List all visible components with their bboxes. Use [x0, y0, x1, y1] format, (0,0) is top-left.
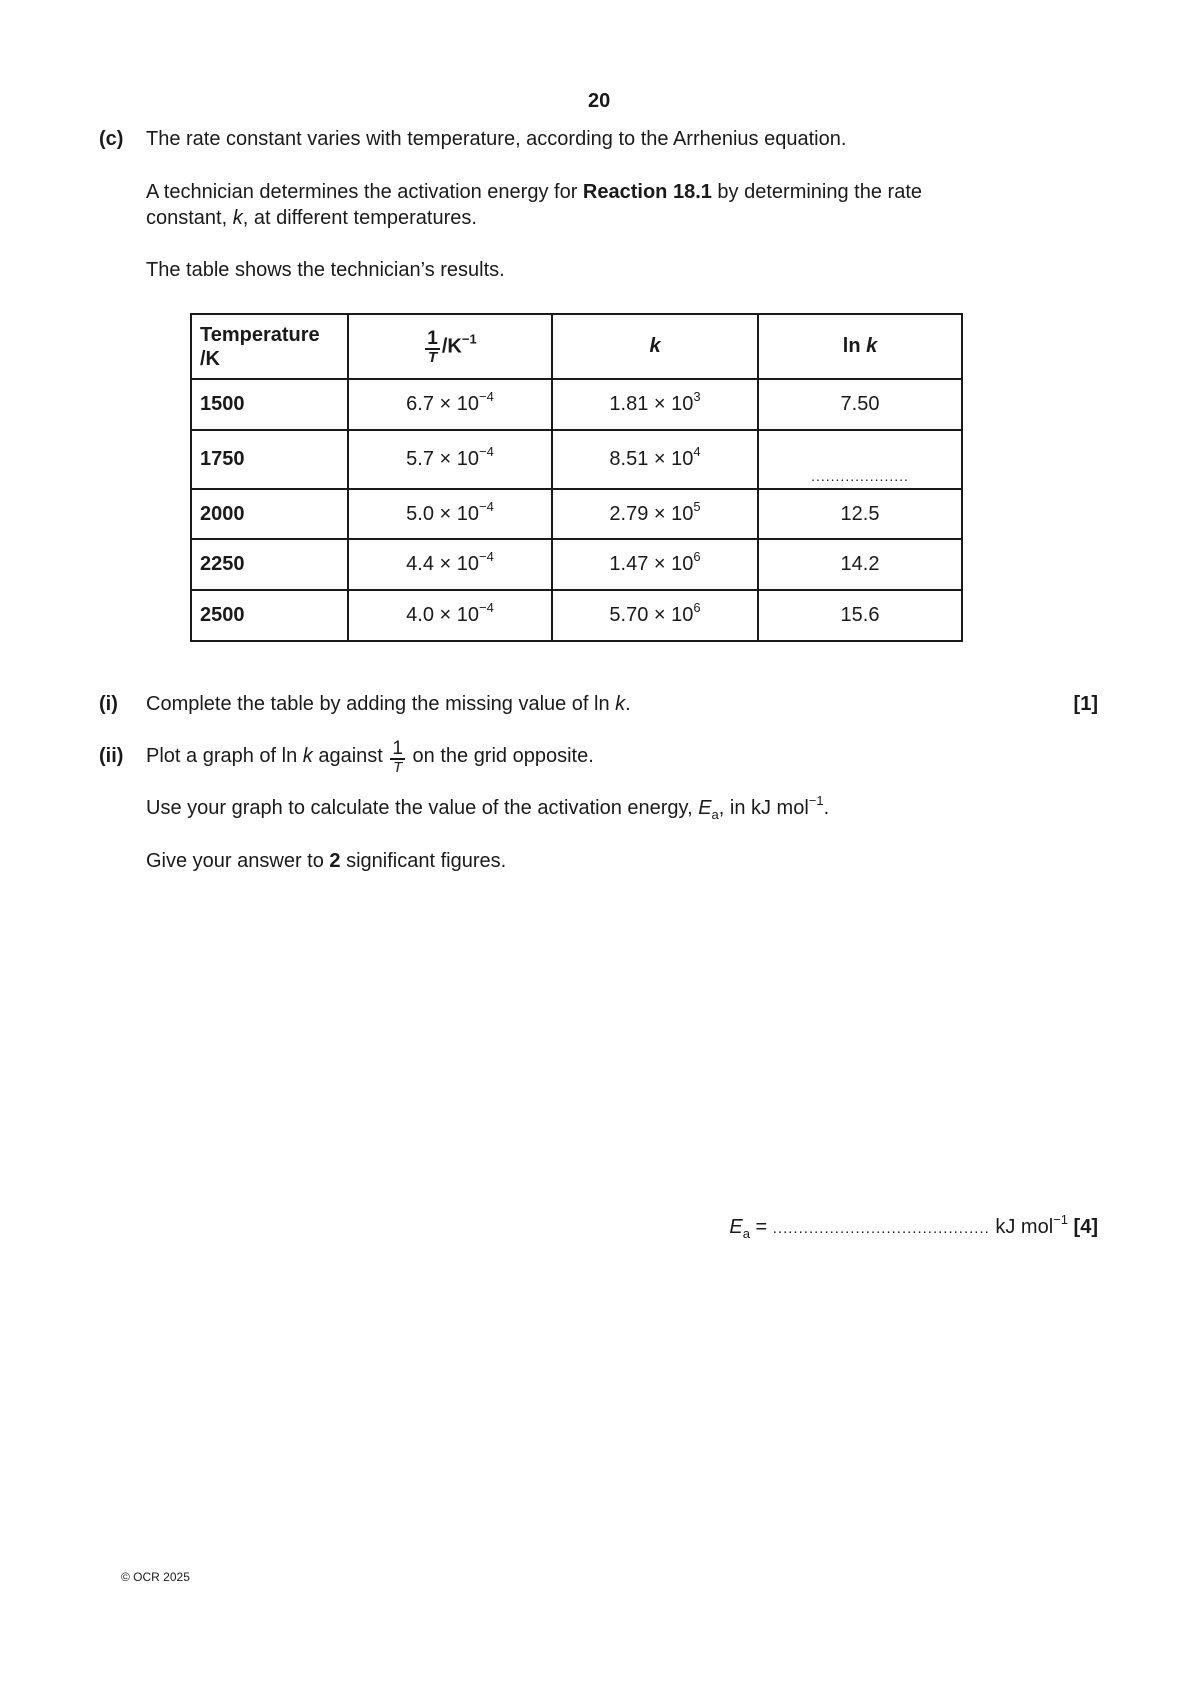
table-header-row: [191, 314, 962, 379]
text: 1.47 × 10: [609, 553, 694, 575]
unit: /K: [441, 334, 462, 357]
cell-inverse-temperature: [348, 489, 552, 539]
k-symbol: k: [232, 207, 243, 229]
part-c-label: (c): [99, 128, 124, 150]
text: Plot a graph of ln: [146, 745, 303, 767]
cell-temperature: 1500: [191, 379, 348, 430]
cell-inverse-temperature: [348, 430, 552, 489]
subscript: a: [742, 1226, 750, 1241]
e-symbol: E: [729, 1216, 743, 1238]
e-symbol: E: [698, 797, 712, 819]
fraction: [425, 329, 440, 365]
text: on the grid opposite.: [406, 745, 594, 767]
numerator: 1: [427, 327, 438, 349]
text: k: [866, 335, 878, 357]
exponent: −1: [1053, 1212, 1068, 1227]
cell-k: [552, 489, 758, 539]
text: 5.7 × 10: [406, 448, 479, 470]
denominator: T: [393, 758, 403, 776]
part-i-text: [146, 693, 631, 716]
denominator: T: [428, 348, 438, 366]
text: /K: [200, 347, 220, 370]
fraction: [390, 739, 405, 775]
text: k: [649, 335, 661, 357]
page-number: 20: [588, 90, 611, 112]
cell-inverse-temperature: [348, 590, 552, 641]
text: , at different temperatures.: [242, 207, 477, 229]
text: .: [625, 693, 631, 715]
k-symbol: k: [615, 693, 626, 715]
part-ii-use-text: [146, 793, 830, 822]
text: Complete the table by adding the missing value of ln: [146, 693, 616, 715]
cell-inverse-temperature: [348, 379, 552, 430]
text: kJ mol: [989, 1216, 1054, 1238]
text: 8.51 × 10: [609, 448, 694, 470]
cell-k: [552, 590, 758, 641]
part-ii-text: [146, 730, 594, 782]
reaction-ref: Reaction 18.1: [582, 181, 712, 203]
exponent: −4: [479, 389, 494, 404]
results-table: [190, 313, 963, 642]
header-ln-k: [758, 314, 962, 379]
answer-field[interactable]: ..........................................: [772, 1220, 990, 1237]
cell-temperature: 1750: [191, 430, 348, 489]
exponent: −4: [479, 498, 494, 514]
text: by determining the rate: [711, 181, 922, 203]
text: .: [823, 797, 830, 819]
subscript: a: [711, 807, 719, 822]
cell-ln-k: 15.6: [758, 590, 962, 641]
text: Use your graph to calculate the value of the activation energy,: [146, 797, 699, 819]
text: =: [749, 1216, 773, 1238]
part-c-intro: The rate constant varies with temperature, according to the Arrhenius equation.: [146, 128, 847, 150]
exponent: 5: [693, 498, 701, 514]
text: 6.7 × 10: [406, 393, 479, 415]
numerator: 1: [392, 737, 403, 759]
cell-ln-k: 7.50: [758, 379, 962, 430]
text: 2.79 × 10: [609, 502, 694, 525]
header-inverse-temperature: [348, 314, 552, 379]
cell-k: [552, 539, 758, 590]
table-row: [191, 430, 962, 489]
exponent: −1: [808, 793, 824, 808]
table-row: [191, 379, 962, 430]
table-row: [191, 489, 962, 539]
exponent: 6: [693, 600, 701, 615]
part-i-label: (i): [99, 693, 118, 715]
exponent: 4: [693, 444, 701, 459]
text: 2: [329, 850, 341, 872]
cell-ln-k-answer-line[interactable]: ....................: [758, 430, 962, 489]
table-row: [191, 590, 962, 641]
part-c-para2: The table shows the technician’s results.: [146, 259, 505, 281]
cell-ln-k: 12.5: [758, 489, 962, 539]
exponent: 6: [693, 549, 701, 564]
text: against: [312, 745, 389, 767]
copyright-footer: © OCR 2025: [121, 1570, 190, 1584]
exponent: −4: [479, 444, 494, 459]
header-k: [552, 314, 758, 379]
text: 5.70 × 10: [609, 604, 694, 626]
cell-temperature: 2000: [191, 489, 348, 539]
text: ln: [842, 335, 867, 357]
text: 1.81 × 10: [609, 393, 694, 415]
answer-line: [729, 1212, 1098, 1241]
part-ii-give-text: [146, 850, 506, 873]
text: 4.0 × 10: [406, 604, 479, 626]
exponent: −4: [479, 600, 494, 615]
cell-temperature: 2500: [191, 590, 348, 641]
cell-ln-k: 14.2: [758, 539, 962, 590]
text: significant figures.: [340, 850, 507, 872]
text: , in kJ mol: [718, 797, 809, 819]
k-symbol: k: [302, 745, 313, 767]
text: constant,: [146, 207, 233, 229]
part-c-para1-line2: [146, 207, 477, 230]
part-ii-label: (ii): [99, 745, 124, 767]
text: Temperature: [200, 323, 320, 346]
cell-k: [552, 430, 758, 489]
cell-inverse-temperature: [348, 539, 552, 590]
part-i-marks: [1]: [1073, 693, 1098, 715]
cell-k: [552, 379, 758, 430]
unit-exponent: −1: [461, 330, 477, 346]
cell-temperature: 2250: [191, 539, 348, 590]
part-c-para1-line1: [146, 181, 922, 204]
table-row: [191, 539, 962, 590]
header-temperature: [191, 314, 348, 379]
exponent: 3: [693, 389, 701, 404]
text: A technician determines the activation energy for: [146, 181, 583, 203]
marks: [4]: [1073, 1216, 1098, 1238]
exponent: −4: [479, 549, 494, 564]
text: 4.4 × 10: [406, 553, 479, 575]
text: Give your answer to: [146, 850, 330, 872]
text: 5.0 × 10: [406, 502, 479, 525]
